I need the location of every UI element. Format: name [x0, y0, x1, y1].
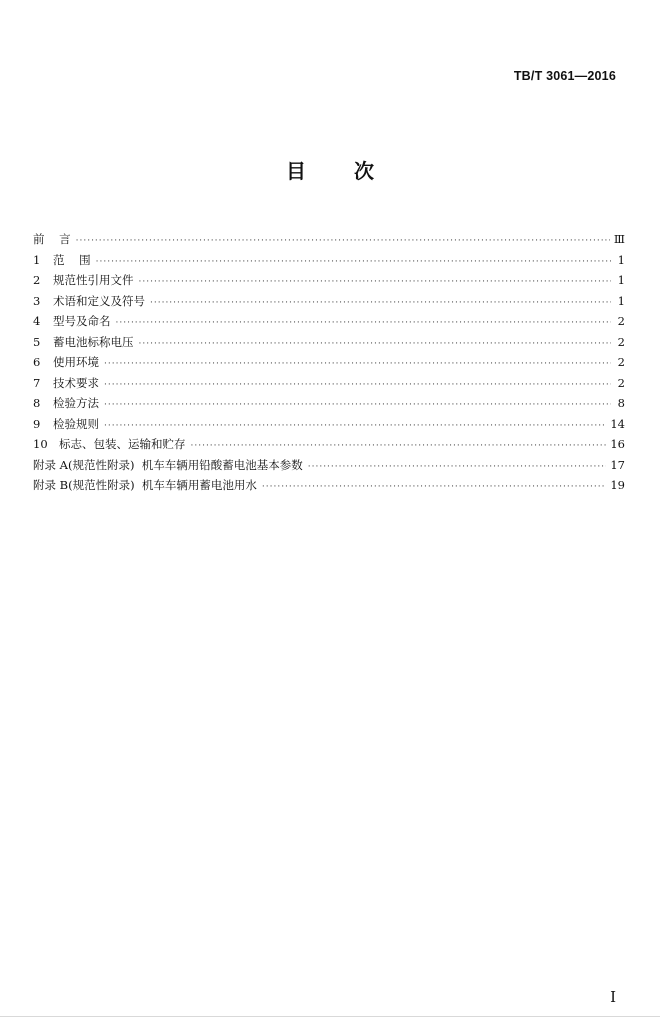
- title-char-2: 次: [354, 159, 374, 183]
- standard-number: TB/T 3061—2016: [513, 69, 616, 83]
- toc-number: 10: [33, 437, 48, 451]
- dot-leader: [150, 293, 611, 314]
- toc-page-number: 8: [617, 396, 625, 410]
- toc-title: 蓄电池标称电压: [53, 334, 134, 349]
- toc-entry-annex-a[interactable]: [33, 455, 625, 476]
- toc-title: 标志、包装、运输和贮存: [59, 437, 186, 451]
- dot-leader: [104, 416, 606, 437]
- toc-page-number: 2: [617, 334, 625, 349]
- dot-leader: [262, 477, 606, 498]
- toc-number: 2: [33, 273, 41, 287]
- dot-leader: [104, 375, 611, 396]
- dot-leader: [104, 354, 611, 375]
- toc-title: 附录 A(规范性附录) 机车车辆用铅酸蓄电池基本参数: [33, 457, 303, 472]
- toc-number: 8: [33, 396, 41, 410]
- toc-title: 前 言: [33, 232, 71, 246]
- toc-title: 型号及命名: [53, 314, 111, 328]
- toc-entry-test-methods[interactable]: [33, 393, 625, 414]
- table-of-contents: [33, 229, 625, 496]
- dot-leader: [139, 334, 612, 355]
- toc-title: 规范性引用文件: [53, 273, 134, 287]
- dot-leader: [116, 313, 612, 334]
- toc-page-number: 1: [617, 273, 625, 287]
- toc-number: 1: [33, 252, 41, 267]
- page-title: [0, 155, 660, 184]
- dot-leader: [104, 395, 611, 416]
- toc-page-number: 16: [610, 437, 625, 451]
- toc-page-number: 2: [617, 375, 625, 390]
- toc-number: 9: [33, 416, 41, 431]
- toc-entry-environment[interactable]: [33, 352, 625, 373]
- toc-page-number: 1: [617, 252, 625, 267]
- dot-leader: [308, 457, 607, 478]
- title-char-1: 目: [286, 159, 306, 183]
- toc-page-number: 2: [617, 314, 625, 328]
- toc-title: 检验规则: [53, 416, 99, 431]
- toc-title: 附录 B(规范性附录) 机车车辆用蓄电池用水: [33, 478, 257, 492]
- toc-title: 范 围: [53, 252, 91, 267]
- toc-page-number: 17: [610, 457, 625, 472]
- toc-entry-marking-packaging[interactable]: [33, 434, 625, 455]
- toc-entry-terms-definitions[interactable]: [33, 291, 625, 312]
- toc-number: 5: [33, 334, 41, 349]
- toc-entry-normative-references[interactable]: [33, 270, 625, 291]
- toc-number: 3: [33, 293, 41, 308]
- page-number: I: [610, 988, 616, 1006]
- toc-number: 7: [33, 375, 41, 390]
- page-bottom-edge: [0, 1016, 660, 1017]
- toc-title: 技术要求: [53, 375, 99, 390]
- toc-title: 使用环境: [53, 355, 99, 369]
- dot-leader: [76, 231, 610, 252]
- toc-entry-scope[interactable]: [33, 250, 625, 271]
- toc-page-number: 2: [617, 355, 625, 369]
- dot-leader: [96, 252, 611, 273]
- toc-page-number: 19: [610, 478, 625, 492]
- toc-number: 6: [33, 355, 41, 369]
- toc-page-number: 1: [617, 293, 625, 308]
- toc-entry-foreword[interactable]: [33, 229, 625, 250]
- toc-entry-requirements[interactable]: [33, 373, 625, 394]
- toc-entry-inspection-rules[interactable]: [33, 414, 625, 435]
- toc-entry-annex-b[interactable]: [33, 475, 625, 496]
- toc-entry-nominal-voltage[interactable]: [33, 332, 625, 353]
- dot-leader: [191, 436, 607, 457]
- toc-title: 检验方法: [53, 396, 99, 410]
- dot-leader: [139, 272, 612, 293]
- toc-page-number: 14: [610, 416, 625, 431]
- toc-entry-model-naming[interactable]: [33, 311, 625, 332]
- toc-page-number: Ⅲ: [613, 232, 625, 246]
- toc-title: 术语和定义及符号: [53, 293, 145, 308]
- toc-number: 4: [33, 314, 41, 328]
